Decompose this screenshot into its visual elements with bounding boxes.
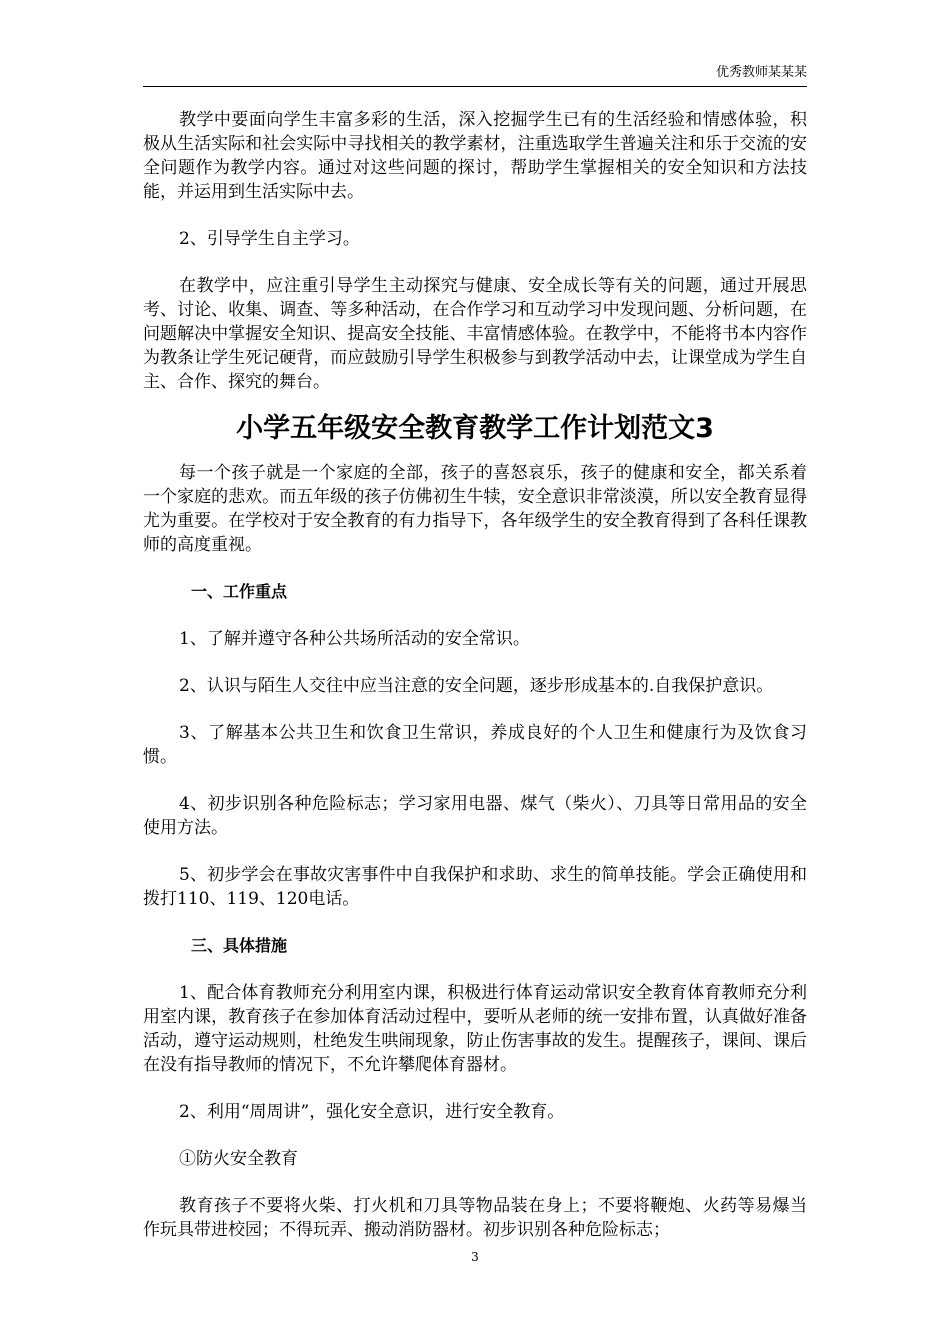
document-body — [143, 108, 807, 1242]
paragraph: 1、配合体育教师充分利用室内课，积极进行体育运动常识安全教育体育教师充分利用室内课，教育孩子在参加体育活动过程中，要听从老师的统一安排布置，认真做好准备活动，遵守运动规则，杜绝发生哄闹现象，防止伤害事故的发生。提醒孩子，课间、课后在没有指导教师的情况下，不允许攀爬体育器材。 — [143, 983, 807, 1075]
page-number: 3 — [471, 1250, 479, 1264]
sub-heading: ①防火安全教育 — [179, 1149, 298, 1169]
paragraph: 教学中要面向学生丰富多彩的生活，深入挖掘学生已有的生活经验和情感体验，积极从生活实际和社会实际中寻找相关的教学素材，注重选取学生普遍关注和乐于交流的安全问题作为教学内容。通过对这些问题的探讨，帮助学生掌握相关的安全知识和方法技能，并运用到生活实际中去。 — [143, 110, 807, 202]
section-title: 小学五年级安全教育教学工作计划范文3 — [236, 413, 714, 444]
paragraph: 2、引导学生自主学习。 — [179, 229, 360, 249]
paragraph: 在教学中，应注重引导学生主动探究与健康、安全成长等有关的问题，通过开展思考、讨论、收集、调查、等多种活动，在合作学习和互动学习中发现问题、分析问题，在问题解决中掌握安全知识、提高安全技能、丰富情感体验。在教学中，不能将书本内容作为教条让学生死记硬背，而应鼓励引导学生积极参与到教学活动中去，让课堂成为学生自主、合作、探究的舞台。 — [143, 276, 807, 392]
list-item: 2、认识与陌生人交往中应当注意的安全问题，逐步形成基本的.自我保护意识。 — [179, 676, 774, 696]
page-header — [143, 64, 807, 87]
list-item: 5、初步学会在事故灾害事件中自我保护和求助、求生的简单技能。学会正确使用和拨打110、119、120电话。 — [143, 865, 807, 909]
header-author: 优秀教师某某某 — [715, 65, 807, 80]
section-heading: 三、具体措施 — [191, 936, 288, 955]
list-item: 1、了解并遵守各种公共场所活动的安全常识。 — [179, 629, 530, 649]
paragraph: 教育孩子不要将火柴、打火机和刀具等物品装在身上；不要将鞭炮、火药等易爆当作玩具带进校园；不得玩弄、搬动消防器材。初步识别各种危险标志； — [143, 1196, 807, 1240]
section-heading: 一、工作重点 — [191, 582, 288, 601]
list-item: 4、初步识别各种危险标志；学习家用电器、煤气（柴火）、刀具等日常用品的安全使用方法。 — [143, 794, 807, 838]
intro-paragraph: 每一个孩子就是一个家庭的全部，孩子的喜怒哀乐，孩子的健康和安全，都关系着一个家庭的悲欢。而五年级的孩子仿佛初生牛犊，安全意识非常淡漠，所以安全教育显得尤为重要。在学校对于安全教育的有力指导下，各年级学生的安全教育得到了各科任课教师的高度重视。 — [143, 463, 807, 555]
paragraph: 2、利用“周周讲”，强化安全意识，进行安全教育。 — [179, 1102, 565, 1122]
list-item: 3、了解基本公共卫生和饮食卫生常识，养成良好的个人卫生和健康行为及饮食习惯。 — [143, 723, 807, 767]
